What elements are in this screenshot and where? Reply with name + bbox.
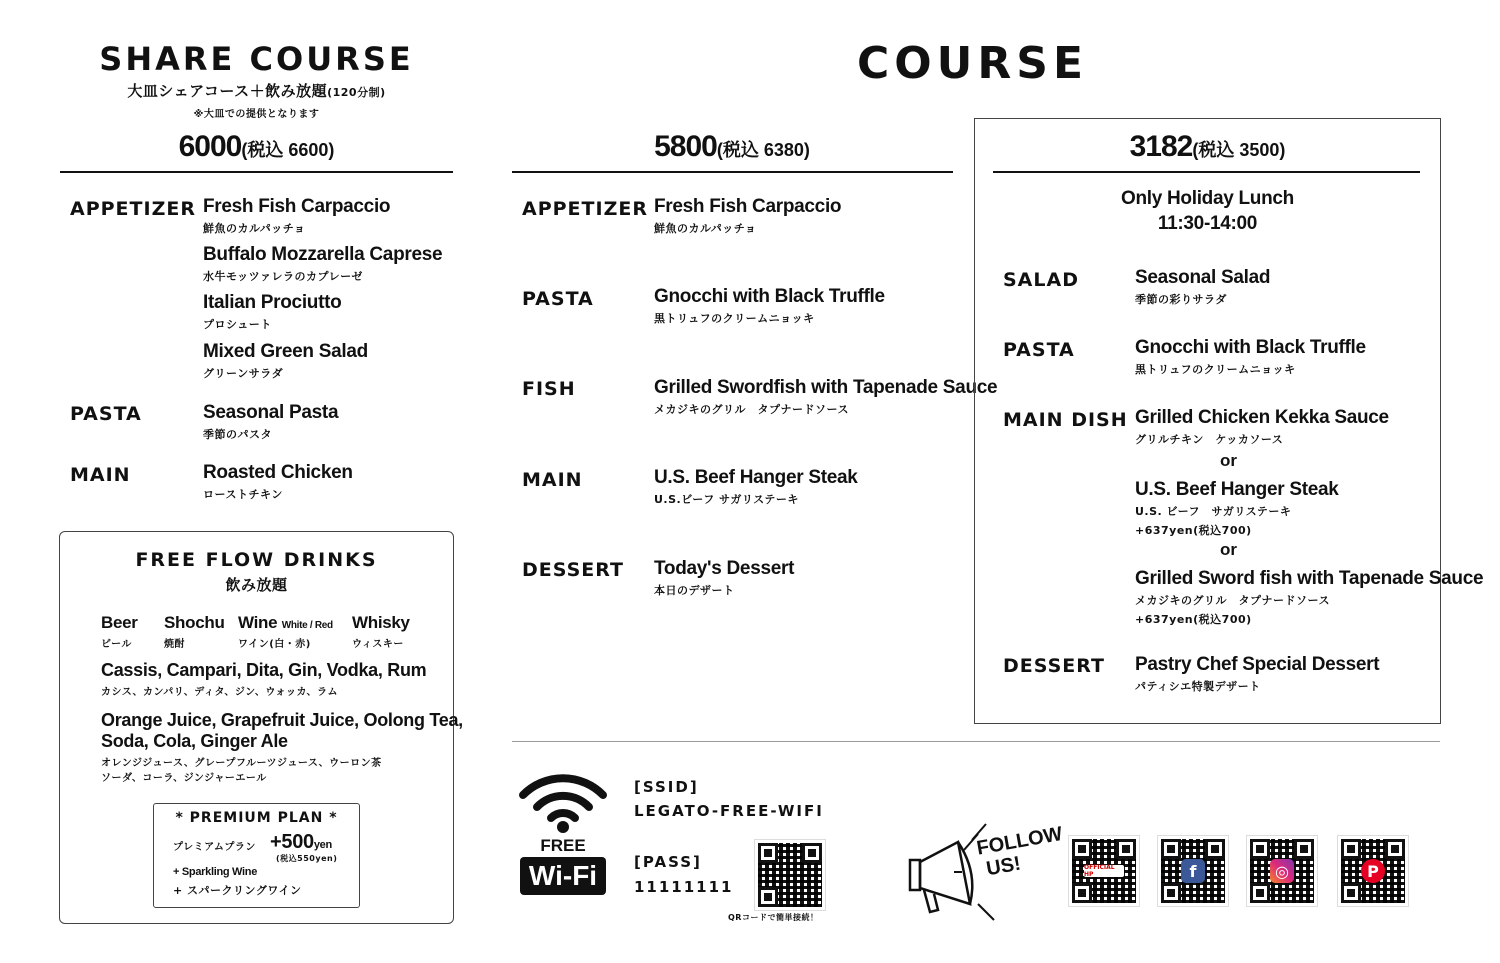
drink-en: Whisky [352, 613, 410, 632]
drink-ja: ソーダ、コーラ、ジンジャーエール [101, 773, 267, 784]
drink-ja: カシス、カンパリ、ディタ、ジン、ウォッカ、ラム [101, 687, 338, 698]
wifi-qr-caption: QRコードで簡単接続！ [728, 913, 819, 922]
course-item-ja: 鮮魚のカルパッチョ [654, 222, 757, 235]
course-item [654, 286, 885, 326]
share-divider [60, 171, 453, 173]
lunch-section-main: MAIN DISH [1003, 409, 1128, 431]
wifi-ssid: LEGATO-FREE-WIFI [634, 802, 824, 820]
wifi-pass: 11111111 [634, 878, 734, 896]
share-item-ja: 水牛モッツァレラのカプレーゼ [203, 270, 363, 283]
drinks-spirits [101, 660, 426, 698]
lunch-item-en: Pastry Chef Special Dessert [1135, 654, 1380, 675]
course-item-ja: 本日のデザート [654, 584, 735, 597]
premium-plan-line1: + Sparkling Wine [173, 866, 258, 878]
drink-wine [238, 613, 333, 650]
premium-plan-tax: (税込550yen) [276, 854, 338, 863]
drink-en: Shochu [164, 613, 225, 632]
wifi-label: Wi-Fi [520, 857, 606, 895]
lunch-section-pasta: PASTA [1003, 339, 1075, 361]
lunch-item [1135, 267, 1270, 307]
lunch-item-extra: +637yen(税込700) [1135, 524, 1252, 537]
share-item [203, 462, 353, 502]
drink-wine-en: Wine [238, 613, 278, 632]
lunch-item [1135, 654, 1379, 694]
share-item-ja: 鮮魚のカルパッチョ [203, 222, 306, 235]
course-item-en: Today's Dessert [654, 558, 795, 579]
lunch-price-tax: (税込 3500) [1192, 140, 1286, 160]
lunch-item-en: Grilled Sword fish with Tapenade Sauce [1135, 568, 1484, 589]
drink-en: Orange Juice, Grapefruit Juice, Oolong Tea, [101, 710, 463, 730]
lunch-item-ja: U.S. ビーフ サガリステーキ [1135, 505, 1292, 518]
lunch-item-en: U.S. Beef Hanger Steak [1135, 479, 1339, 500]
wifi-qr-code[interactable] [755, 840, 825, 910]
share-subtitle-note: (120分制) [327, 86, 386, 99]
drink-ja: ビール [101, 639, 132, 650]
lunch-item-ja: メカジキのグリル タプナードソース [1135, 594, 1330, 607]
course-item-ja: U.S.ビーフ サガリステーキ [654, 493, 799, 506]
course-item-en: Gnocchi with Black Truffle [654, 286, 885, 307]
course-price [512, 130, 952, 164]
share-price-tax: (税込 6600) [241, 140, 335, 160]
lunch-item [1135, 568, 1483, 627]
instagram-qr-code[interactable] [1247, 836, 1317, 906]
course-section-label: DESSERT [522, 559, 624, 581]
drink-wine-small: White / Red [281, 620, 333, 631]
drink-whisky [352, 613, 410, 650]
course-price-value: 5800 [654, 130, 717, 163]
pinterest-icon: P [1361, 859, 1385, 883]
lunch-note-1: Only Holiday Lunch [1120, 188, 1294, 209]
lunch-item-ja: グリルチキン ケッカソース [1135, 433, 1284, 446]
course-section-label: MAIN [522, 469, 583, 491]
drink-ja: 焼酎 [164, 639, 185, 650]
drink-en [238, 613, 333, 633]
share-item [203, 244, 442, 284]
course-item [654, 377, 997, 417]
share-price-value: 6000 [178, 130, 242, 163]
course-item [654, 196, 841, 236]
drink-ja: ワイン(白・赤) [238, 639, 311, 650]
course-item-en: U.S. Beef Hanger Steak [654, 467, 858, 488]
lunch-section-dessert: DESSERT [1003, 655, 1105, 677]
lunch-or: or [1220, 451, 1237, 470]
drinks-title: FREE FLOW DRINKS [135, 549, 378, 571]
share-item [203, 196, 390, 236]
drinks-subtitle: 飲み放題 [225, 576, 288, 594]
pinterest-qr-code[interactable] [1338, 836, 1408, 906]
lunch-price-value: 3182 [1129, 130, 1193, 163]
share-item-ja: ローストチキン [203, 488, 283, 501]
premium-price-unit: yen [313, 839, 332, 851]
share-course-subtitle [60, 80, 453, 101]
share-section-appetizer: APPETIZER [70, 198, 196, 220]
drink-en: Soda, Cola, Ginger Ale [101, 731, 288, 751]
course-item [654, 467, 858, 507]
lunch-section-salad: SALAD [1003, 269, 1079, 291]
share-course-price [60, 130, 453, 164]
course-item-en: Fresh Fish Carpaccio [654, 196, 842, 217]
drink-ja: オレンジジュース、グレープフルーツジュース、ウーロン茶 [101, 758, 382, 769]
lunch-price [974, 130, 1441, 164]
share-item-ja: グリーンサラダ [203, 367, 284, 380]
premium-plan-line2: + スパークリングワイン [173, 884, 302, 897]
share-course-note: ※大皿での提供となります [193, 109, 320, 120]
share-item-ja: 季節のパスタ [203, 428, 272, 441]
share-item [203, 292, 341, 332]
share-item-en: Italian Prociutto [203, 292, 342, 313]
share-item-en: Buffalo Mozzarella Caprese [203, 244, 443, 265]
premium-plan-title: * PREMIUM PLAN * [175, 810, 338, 826]
premium-price-value: +500 [270, 831, 314, 853]
course-divider [512, 171, 953, 173]
lunch-item [1135, 407, 1389, 447]
share-item-en: Roasted Chicken [203, 462, 353, 483]
facebook-qr-code[interactable] [1158, 836, 1228, 906]
drink-beer [101, 613, 138, 650]
share-item [203, 341, 368, 381]
share-section-pasta: PASTA [70, 403, 142, 425]
drink-shochu [164, 613, 225, 650]
drink-en: Beer [101, 613, 138, 632]
course-section-label: FISH [522, 378, 576, 400]
lunch-item-extra: +637yen(税込700) [1135, 613, 1252, 626]
course-price-tax: (税込 6380) [716, 140, 810, 160]
wifi-icon [517, 767, 609, 835]
share-item-en: Fresh Fish Carpaccio [203, 196, 391, 217]
premium-plan-price [270, 831, 332, 854]
course-item-en: Grilled Swordfish with Tapenade Sauce [654, 377, 998, 398]
official-hp-qr-code[interactable] [1069, 836, 1139, 906]
lunch-item [1135, 479, 1339, 538]
lunch-item-en: Seasonal Salad [1135, 267, 1271, 288]
drink-en: Cassis, Campari, Dita, Gin, Vodka, Rum [101, 660, 427, 680]
lunch-item-ja: パティシエ特製デザート [1135, 680, 1261, 693]
follow-text-2: US! [984, 852, 1023, 881]
course-section-label: PASTA [522, 288, 594, 310]
follow-text-1: FOLLOW [975, 822, 1065, 860]
instagram-icon: ◎ [1270, 859, 1294, 883]
drink-ja: ウィスキー [352, 639, 404, 650]
share-item-en: Mixed Green Salad [203, 341, 368, 362]
lunch-note-2: 11:30-14:00 [1157, 213, 1258, 234]
share-item-en: Seasonal Pasta [203, 402, 339, 423]
lunch-item-ja: 黒トリュフのクリームニョッキ [1135, 363, 1296, 376]
share-item [203, 402, 338, 442]
lunch-divider [993, 171, 1420, 173]
share-section-main: MAIN [70, 464, 131, 486]
premium-plan-ja: プレミアムプラン [173, 842, 256, 853]
course-item [654, 558, 794, 598]
bottom-divider [512, 741, 1440, 742]
lunch-item [1135, 337, 1366, 377]
drinks-softdrinks [101, 710, 463, 784]
wifi-free-label: FREE [540, 836, 586, 855]
lunch-item-en: Grilled Chicken Kekka Sauce [1135, 407, 1389, 428]
wifi-pass-label: [PASS] [634, 853, 702, 871]
course-title: COURSE [856, 38, 1089, 89]
course-item-ja: 黒トリュフのクリームニョッキ [654, 312, 815, 325]
share-course-title: SHARE COURSE [99, 40, 414, 78]
share-item-ja: プロシュート [203, 318, 272, 331]
course-item-ja: メカジキのグリル タプナードソース [654, 403, 849, 416]
lunch-or: or [1220, 540, 1237, 559]
lunch-item-ja: 季節の彩りサラダ [1135, 293, 1227, 306]
wifi-ssid-label: [SSID] [634, 778, 699, 796]
facebook-icon: f [1181, 859, 1205, 883]
lunch-item-en: Gnocchi with Black Truffle [1135, 337, 1366, 358]
share-subtitle-text: 大皿シェアコース＋飲み放題 [127, 82, 328, 100]
course-section-label: APPETIZER [522, 198, 648, 220]
official-hp-badge: OFFICIAL HP [1084, 865, 1124, 877]
